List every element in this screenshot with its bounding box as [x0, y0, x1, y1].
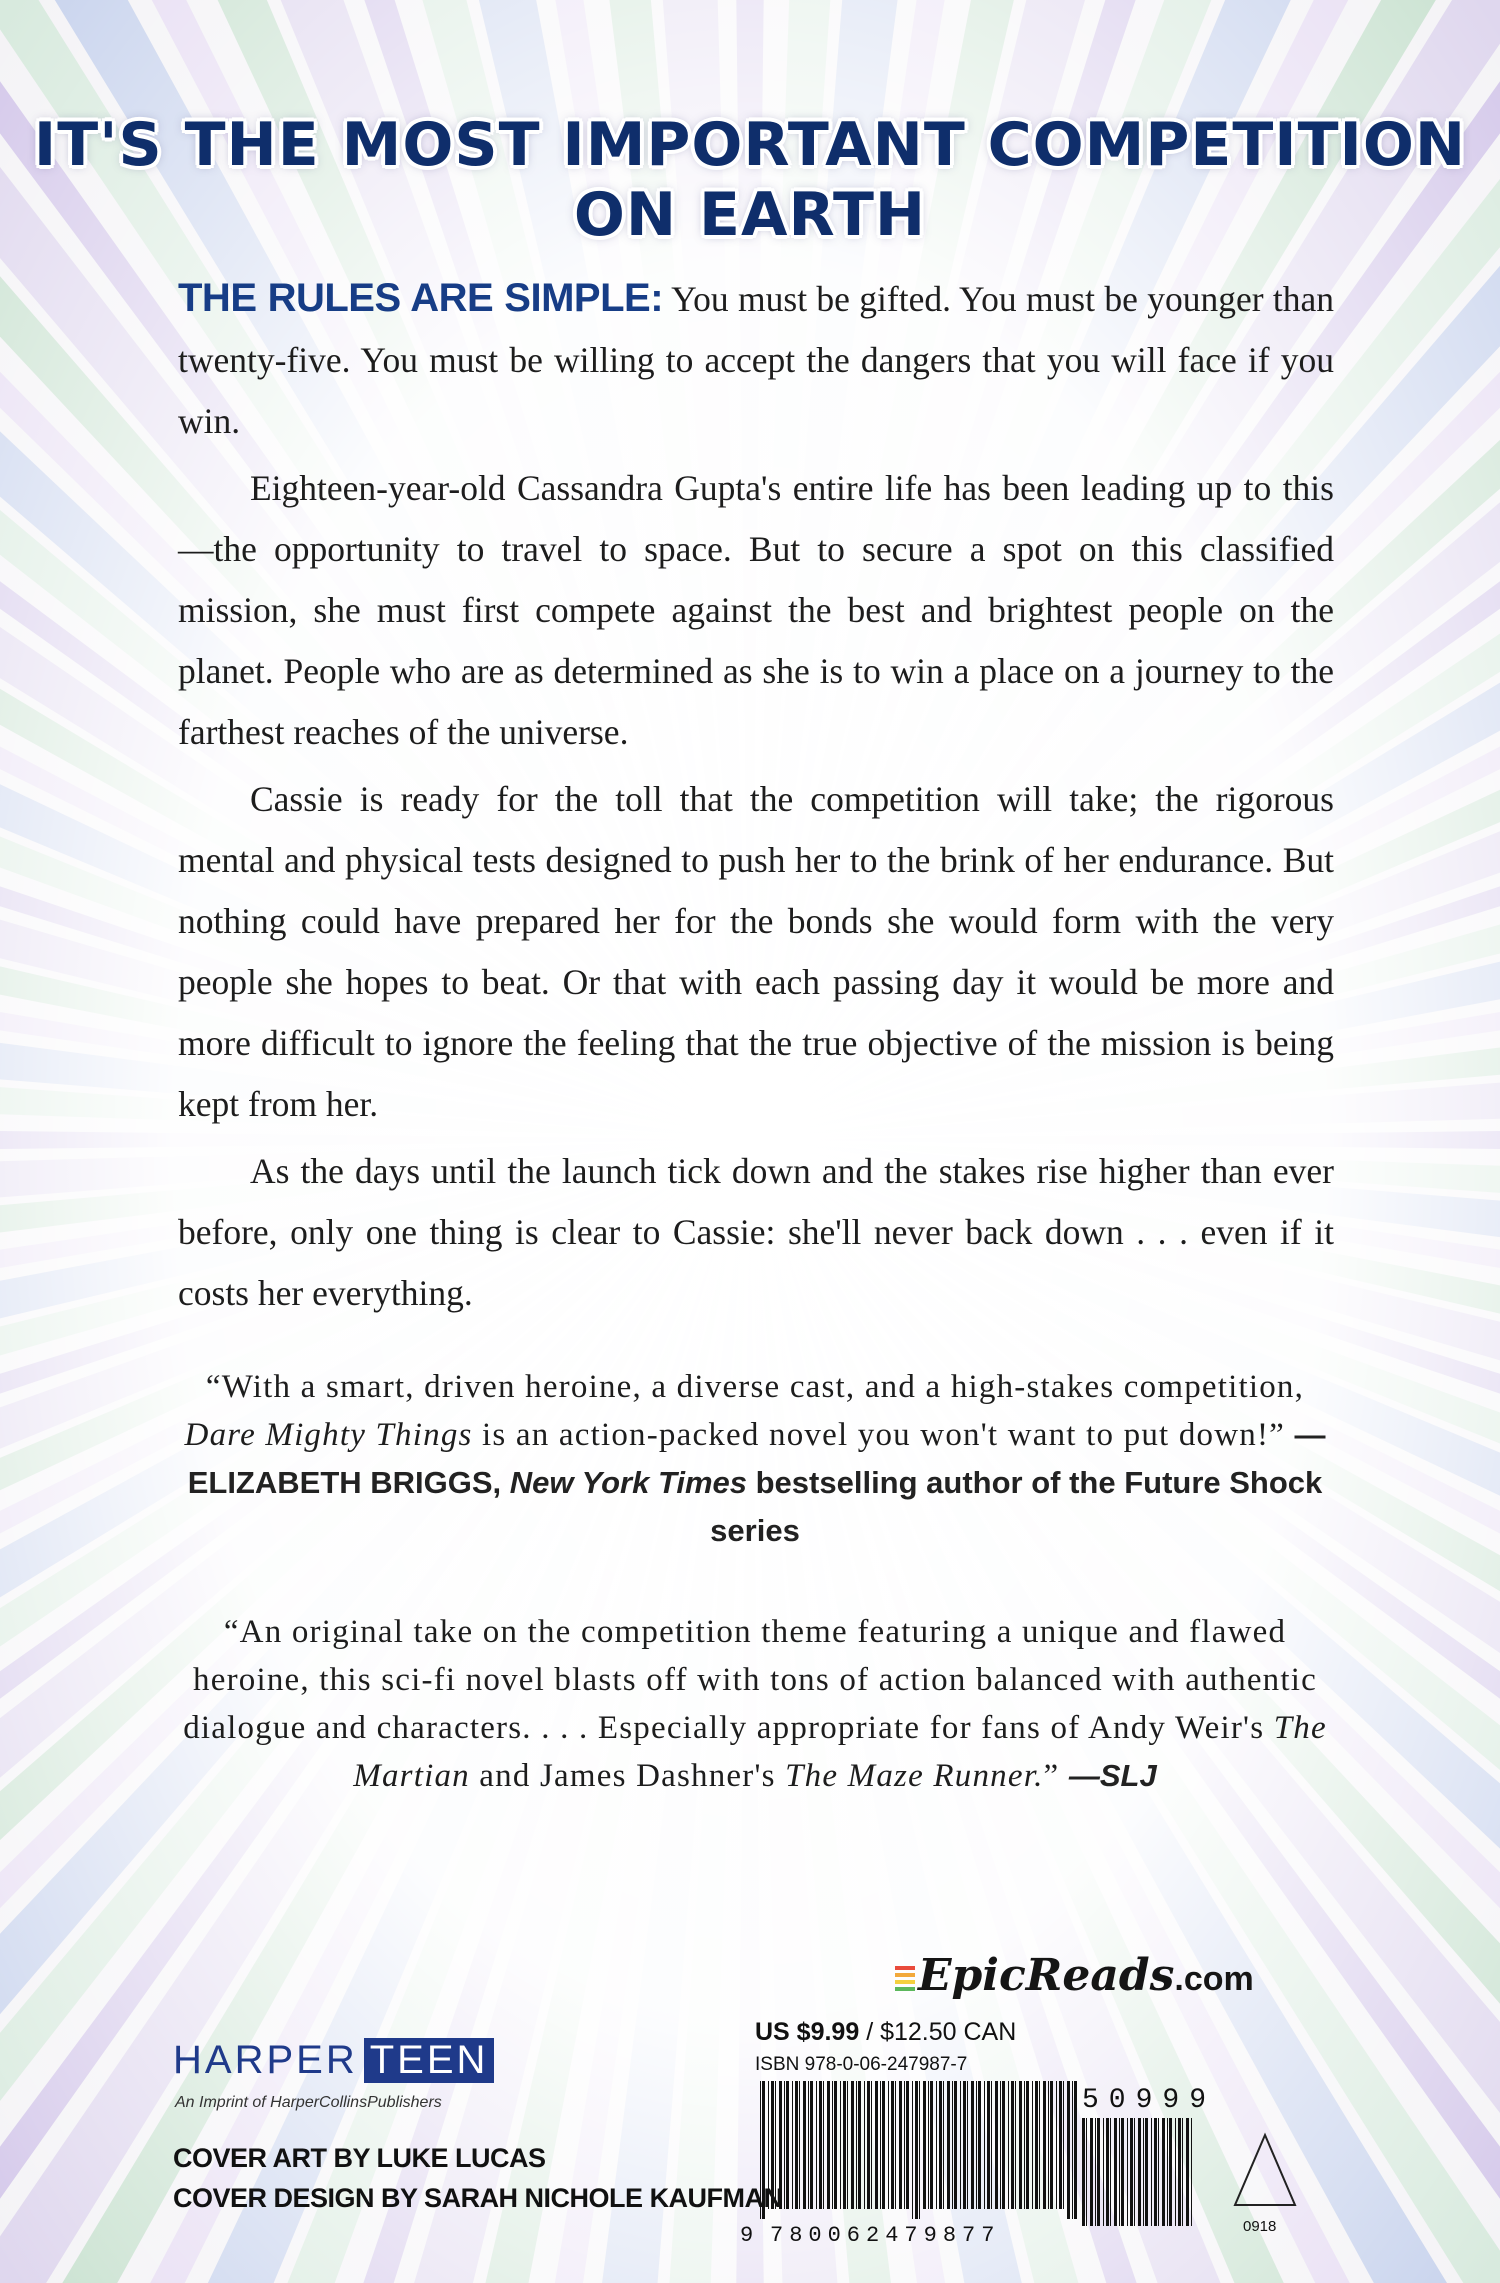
- barcode-bar: [858, 2081, 861, 2209]
- blurb-paragraph-2: Eighteen-year-old Cassandra Gupta's entire life has been leading up to this—the opportunity to travel to space. But to secure a spot on this classified mission, she must first compete against the best and brightest people on the planet. People who are as determined as she is to win a place on a journey to the farthest reaches of the universe.: [178, 468, 1334, 752]
- barcode-bar: [803, 2081, 806, 2209]
- barcode-bar: [799, 2081, 800, 2209]
- barcode-bar: [1191, 2118, 1192, 2226]
- barcode-bar: [1121, 2118, 1124, 2226]
- quote-2-title-2: The Maze Runner.: [785, 1758, 1044, 1794]
- barcode-bar: [899, 2081, 902, 2209]
- barcode-bar: [1154, 2118, 1157, 2226]
- barcode-addon: [1080, 2118, 1230, 2228]
- barcode-bar: [840, 2081, 841, 2209]
- barcode-bar: [1072, 2081, 1073, 2219]
- barcode-bar: [1110, 2118, 1111, 2226]
- barcode-bar: [1158, 2118, 1159, 2226]
- quote-1-text-b: is an action-packed novel you won't want to put down!”: [472, 1417, 1295, 1453]
- quote-1-text-a: “With a smart, driven heroine, a diverse cast, and a high-stakes competition,: [205, 1369, 1305, 1405]
- barcode-bar: [795, 2081, 798, 2209]
- barcode-bar: [843, 2081, 846, 2209]
- barcode-bar: [978, 2081, 981, 2209]
- barcode-bar: [888, 2081, 889, 2209]
- barcode-bar: [1050, 2081, 1053, 2209]
- barcode-bar: [792, 2081, 793, 2209]
- barcode-bar: [987, 2081, 990, 2209]
- barcode-bar: [912, 2081, 913, 2219]
- barcode-bar: [882, 2081, 885, 2209]
- barcode-bar: [1024, 2081, 1025, 2209]
- barcode-bar: [891, 2081, 894, 2209]
- quote-1-attr-rest: bestselling author of the Future Shock series: [710, 1465, 1323, 1548]
- barcode-bar: [810, 2081, 813, 2209]
- barcode-bar: [923, 2081, 926, 2209]
- blurb: [178, 268, 1334, 1330]
- barcode-bar: [1056, 2081, 1057, 2209]
- barcode-bar: [1143, 2118, 1144, 2226]
- epicreads-name: EpicReads: [918, 1950, 1175, 2001]
- barcode-bar: [1082, 2118, 1085, 2226]
- price: [755, 2018, 1016, 2047]
- barcode-bar: [847, 2081, 848, 2209]
- barcode-bar: [1067, 2081, 1070, 2219]
- cover-design-credit: COVER DESIGN BY SARAH NICHOLE KAUFMAN: [173, 2183, 783, 2213]
- publisher-imprint: An Imprint of HarperCollinsPublishers: [175, 2094, 442, 2111]
- cover-credits: [173, 2138, 783, 2218]
- barcode-bar: [991, 2081, 992, 2209]
- barcode-bar: [947, 2081, 950, 2209]
- barcode-bar: [1015, 2081, 1016, 2209]
- review-quote-1: [170, 1363, 1340, 1555]
- barcode-bar: [928, 2081, 929, 2209]
- barcode-bar: [1002, 2081, 1005, 2209]
- barcode-bar: [1175, 2118, 1176, 2226]
- barcode-bar: [963, 2081, 966, 2209]
- barcode: [740, 2081, 1080, 2231]
- barcode-bar: [875, 2081, 878, 2209]
- blurb-paragraph-1-text: You must be gifted. You must be younger than twenty-five. You must be willing to accept the dangers that you will face if you win.: [178, 279, 1334, 441]
- blurb-paragraph-4: As the days until the launch tick down and the stakes rise higher than ever before, only one thing is clear to Cassie: she'll never back down . . . even if it costs her everything.: [178, 1151, 1334, 1313]
- quote-2-text-c: ”: [1043, 1758, 1069, 1794]
- barcode-bar: [871, 2081, 872, 2209]
- barcode-bar: [1097, 2118, 1100, 2226]
- barcode-bar: [1169, 2118, 1172, 2226]
- barcode-bar: [1011, 2081, 1014, 2209]
- cover-art-credit: COVER ART BY LUKE LUCAS: [173, 2143, 546, 2173]
- barcode-bar: [1138, 2118, 1141, 2226]
- price-can: / $12.50 CAN: [859, 2018, 1017, 2046]
- quote-2-text-b: and James Dashner's: [469, 1758, 786, 1794]
- quote-2-text-a: “An original take on the competition theme featuring a unique and flawed heroine, this sci-fi novel blasts off with tons of action balanced with authentic dialogue and characters. . . . Especially appropriate for fans of Andy Weir's: [183, 1614, 1317, 1746]
- barcode-bar: [856, 2081, 857, 2209]
- barcode-bar: [1134, 2118, 1135, 2226]
- quote-1-title: Dare Mighty Things: [184, 1417, 473, 1453]
- price-us: US $9.99: [755, 2018, 860, 2046]
- barcode-bar: [827, 2081, 830, 2209]
- barcode-bar: [1059, 2081, 1062, 2209]
- barcode-bar: [971, 2081, 974, 2209]
- quote-2-attribution: [1069, 1758, 1157, 1793]
- barcode-bar: [1151, 2118, 1152, 2226]
- barcode-bar: [851, 2081, 854, 2209]
- barcode-bar: [967, 2081, 968, 2209]
- barcode-bar: [1032, 2081, 1033, 2209]
- barcode-bar: [1086, 2118, 1087, 2226]
- blurb-paragraph-3: Cassie is ready for the toll that the competition will take; the rigorous mental and physical tests designed to push her to the brink of her endurance. But nothing could have prepared her for the bonds she would form with the very people she hopes to beat. Or that with each passing day it would be more and more difficult to ignore the feeling that the true objective of the mission is being kept from her.: [178, 779, 1334, 1124]
- barcode-bar: [784, 2081, 785, 2209]
- barcode-bar: [906, 2081, 909, 2209]
- barcode-bar: [1103, 2118, 1104, 2226]
- barcode-bar: [952, 2081, 953, 2209]
- barcode-bar: [1106, 2118, 1109, 2226]
- quote-2-attr: —SLJ: [1068, 1758, 1157, 1793]
- barcode-bar: [1095, 2118, 1096, 2226]
- barcode-bar: [1182, 2118, 1183, 2226]
- barcode-bar: [1119, 2118, 1120, 2226]
- quote-1-attr-pub: New York Times: [509, 1465, 747, 1500]
- barcode-addon-digits: 50999: [1082, 2085, 1217, 2116]
- barcode-bar: [1008, 2081, 1009, 2209]
- barcode-bar: [1019, 2081, 1022, 2209]
- print-code: 0918: [1243, 2218, 1277, 2235]
- barcode-bar: [943, 2081, 944, 2209]
- headline: IT'S THE MOST IMPORTANT COMPETITION ON EARTH: [33, 110, 1467, 250]
- quote-2-title-1: The Martian: [353, 1710, 1327, 1794]
- epicreads-domain: .com: [1174, 1960, 1254, 1998]
- epicreads-logo: [918, 1950, 1254, 2001]
- barcode-bar: [930, 2081, 933, 2209]
- barcode-bar: [1186, 2118, 1189, 2226]
- barcode-bar: [936, 2081, 937, 2209]
- barcode-bar: [960, 2081, 961, 2209]
- publisher-teen: TEEN: [364, 2038, 495, 2083]
- barcode-bar: [1178, 2118, 1181, 2226]
- barcode-bar: [954, 2081, 957, 2209]
- quote-1-attr-name: —ELIZABETH BRIGGS,: [187, 1417, 1326, 1500]
- barcode-bar: [1039, 2081, 1040, 2209]
- barcode-bar: [995, 2081, 998, 2209]
- publisher-harper: HARPER: [173, 2038, 358, 2082]
- barcode-bar: [1145, 2118, 1148, 2226]
- barcode-bar: [1162, 2118, 1165, 2226]
- barcode-bar: [867, 2081, 870, 2209]
- barcode-bar: [1127, 2118, 1128, 2226]
- barcode-bar: [819, 2081, 822, 2209]
- barcode-bar: [984, 2081, 985, 2209]
- barcode-first-digit: 9: [740, 2223, 754, 2248]
- barcode-bar: [939, 2081, 942, 2209]
- blurb-paragraph-1: [178, 268, 1334, 452]
- barcode-bar: [832, 2081, 833, 2209]
- epicreads-logo-icon: [895, 1966, 915, 1996]
- barcode-bar: [1090, 2118, 1093, 2226]
- review-quote-2: [170, 1608, 1340, 1800]
- barcode-bar: [834, 2081, 837, 2209]
- barcode-bar: [915, 2081, 918, 2219]
- barcode-bar: [786, 2081, 789, 2209]
- triangle-icon: [1230, 2130, 1300, 2210]
- barcode-bar: [1130, 2118, 1133, 2226]
- barcode-bar: [1167, 2118, 1168, 2226]
- blurb-lead: THE RULES ARE SIMPLE:: [178, 276, 664, 320]
- barcode-bar: [880, 2081, 881, 2209]
- barcode-bar: [904, 2081, 905, 2209]
- barcode-bar: [895, 2081, 896, 2209]
- barcode-bar: [919, 2081, 920, 2219]
- barcode-bar: [976, 2081, 977, 2209]
- barcode-bar: [1063, 2081, 1064, 2209]
- barcode-bar: [823, 2081, 824, 2209]
- barcode-bar: [1043, 2081, 1046, 2209]
- isbn: ISBN 978-0-06-247987-7: [755, 2054, 968, 2075]
- barcode-bar: [1074, 2081, 1077, 2219]
- barcode-bar: [1048, 2081, 1049, 2209]
- barcode-bar: [1000, 2081, 1001, 2209]
- barcode-bar: [808, 2081, 809, 2209]
- barcode-bar: [1035, 2081, 1038, 2209]
- barcode-digits: 780062479877: [770, 2223, 1001, 2248]
- barcode-bar: [864, 2081, 865, 2209]
- barcode-bar: [1026, 2081, 1029, 2209]
- barcode-bar: [816, 2081, 817, 2209]
- barcode-bar: [1114, 2118, 1117, 2226]
- publisher-logo: [173, 2038, 494, 2083]
